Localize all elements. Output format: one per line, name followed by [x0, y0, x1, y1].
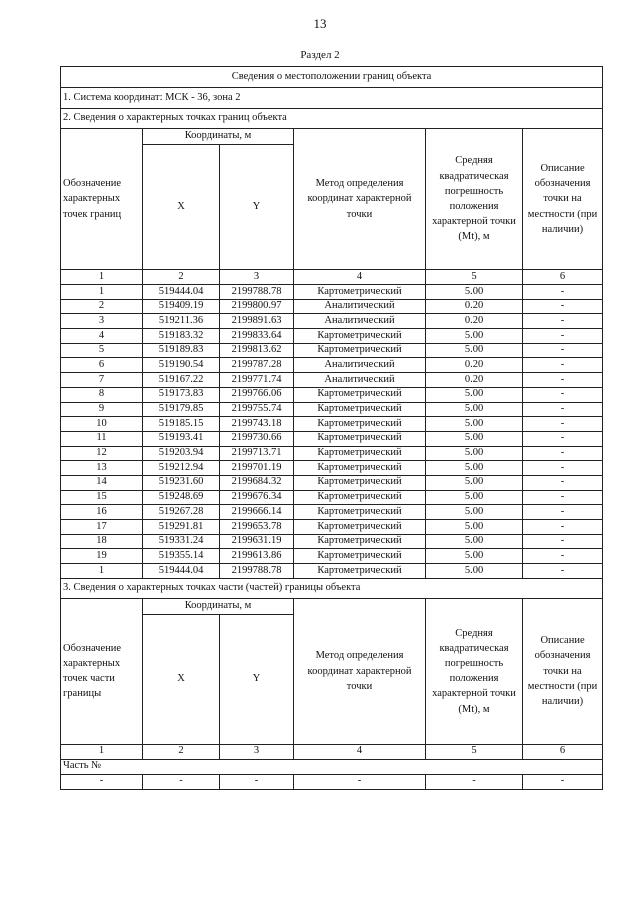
method-cell: Аналитический — [294, 314, 426, 329]
accuracy-cell: 0.20 — [426, 314, 523, 329]
accuracy-cell: 5.00 — [426, 343, 523, 358]
column-numbers-row — [61, 744, 603, 759]
table-row — [61, 402, 603, 417]
description-cell: - — [523, 285, 603, 300]
table-row — [61, 329, 603, 344]
table-row — [61, 431, 603, 446]
accuracy-cell: 5.00 — [426, 549, 523, 564]
method-cell: Картометрический — [294, 402, 426, 417]
point-number: 1 — [61, 285, 143, 300]
column-number: 2 — [143, 744, 220, 759]
y-coordinate: 2199788.78 — [220, 285, 294, 300]
accuracy-cell: 0.20 — [426, 299, 523, 314]
description-cell: - — [523, 475, 603, 490]
header-designation-part: Обозначение характерных точек части границы — [61, 598, 143, 744]
description-cell: - — [523, 358, 603, 373]
header-description: Описание обозначения точки на местности (при наличии) — [523, 129, 603, 270]
method-cell: Картометрический — [294, 549, 426, 564]
method-cell: Аналитический — [294, 299, 426, 314]
header-method: Метод определения координат характерной точки — [294, 129, 426, 270]
table-row — [61, 358, 603, 373]
description-cell: - — [523, 402, 603, 417]
section-title: Раздел 2 — [300, 49, 340, 61]
table-row — [61, 461, 603, 476]
table-row — [61, 343, 603, 358]
method-cell: Картометрический — [294, 417, 426, 432]
accuracy-cell: 5.00 — [426, 534, 523, 549]
accuracy-cell: 5.00 — [426, 402, 523, 417]
point-number: 17 — [61, 520, 143, 535]
accuracy-cell: 0.20 — [426, 373, 523, 388]
column-number: 3 — [220, 744, 294, 759]
part-empty-row — [61, 774, 603, 789]
accuracy-cell: 5.00 — [426, 475, 523, 490]
y-coordinate: 2199813.62 — [220, 343, 294, 358]
table-row — [61, 549, 603, 564]
method-cell: Картометрический — [294, 285, 426, 300]
description-cell: - — [523, 329, 603, 344]
x-coordinate: 519211.36 — [143, 314, 220, 329]
empty-cell: - — [523, 774, 603, 789]
method-cell: Картометрический — [294, 329, 426, 344]
empty-cell: - — [220, 774, 294, 789]
description-cell: - — [523, 314, 603, 329]
description-cell: - — [523, 446, 603, 461]
header-coordinates: Координаты, м — [143, 129, 294, 145]
header-y-part: Y — [220, 614, 294, 744]
method-cell: Картометрический — [294, 520, 426, 535]
y-coordinate: 2199743.18 — [220, 417, 294, 432]
description-cell: - — [523, 461, 603, 476]
method-cell: Картометрический — [294, 446, 426, 461]
point-number: 15 — [61, 490, 143, 505]
description-cell: - — [523, 417, 603, 432]
column-number: 5 — [426, 270, 523, 285]
y-coordinate: 2199666.14 — [220, 505, 294, 520]
method-cell: Аналитический — [294, 373, 426, 388]
point-number: 3 — [61, 314, 143, 329]
point-number: 18 — [61, 534, 143, 549]
header-coordinates-part: Координаты, м — [143, 598, 294, 614]
header-accuracy-part: Средняя квадратическая погрешность положения характерной точки (Mt), м — [426, 598, 523, 744]
x-coordinate: 519179.85 — [143, 402, 220, 417]
empty-cell: - — [294, 774, 426, 789]
accuracy-cell: 5.00 — [426, 285, 523, 300]
table-row — [61, 373, 603, 388]
table-row — [61, 446, 603, 461]
empty-cell: - — [143, 774, 220, 789]
point-number: 12 — [61, 446, 143, 461]
description-cell: - — [523, 564, 603, 579]
y-coordinate: 2199833.64 — [220, 329, 294, 344]
y-coordinate: 2199684.32 — [220, 475, 294, 490]
point-number: 4 — [61, 329, 143, 344]
description-cell: - — [523, 299, 603, 314]
accuracy-cell: 5.00 — [426, 329, 523, 344]
header-designation: Обозначение характерных точек границ — [61, 129, 143, 270]
point-number: 19 — [61, 549, 143, 564]
description-cell: - — [523, 490, 603, 505]
table-row — [61, 505, 603, 520]
column-number: 5 — [426, 744, 523, 759]
section3-title: 3. Сведения о характерных точках части (частей) границы объекта — [61, 578, 603, 598]
x-coordinate: 519167.22 — [143, 373, 220, 388]
method-cell: Картометрический — [294, 475, 426, 490]
column-number: 4 — [294, 744, 426, 759]
method-cell: Картометрический — [294, 387, 426, 402]
description-cell: - — [523, 387, 603, 402]
column-number: 2 — [143, 270, 220, 285]
method-cell: Картометрический — [294, 534, 426, 549]
point-number: 2 — [61, 299, 143, 314]
description-cell: - — [523, 505, 603, 520]
accuracy-cell: 5.00 — [426, 520, 523, 535]
header-x-part: X — [143, 614, 220, 744]
x-coordinate: 519355.14 — [143, 549, 220, 564]
table-row — [61, 387, 603, 402]
point-number: 9 — [61, 402, 143, 417]
description-cell: - — [523, 373, 603, 388]
x-coordinate: 519231.60 — [143, 475, 220, 490]
y-coordinate: 2199701.19 — [220, 461, 294, 476]
y-coordinate: 2199631.19 — [220, 534, 294, 549]
header-accuracy: Средняя квадратическая погрешность положения характерной точки (Mt), м — [426, 129, 523, 270]
x-coordinate: 519248.69 — [143, 490, 220, 505]
accuracy-cell: 5.00 — [426, 490, 523, 505]
method-cell: Картометрический — [294, 431, 426, 446]
coordinate-system: 1. Система координат: МСК - 36, зона 2 — [61, 88, 603, 109]
y-coordinate: 2199713.71 — [220, 446, 294, 461]
empty-cell: - — [61, 774, 143, 789]
column-number: 6 — [523, 270, 603, 285]
accuracy-cell: 0.20 — [426, 358, 523, 373]
point-number: 7 — [61, 373, 143, 388]
table-row — [61, 417, 603, 432]
point-number: 13 — [61, 461, 143, 476]
table-row — [61, 475, 603, 490]
point-number: 5 — [61, 343, 143, 358]
point-number: 16 — [61, 505, 143, 520]
method-cell: Картометрический — [294, 490, 426, 505]
table-row — [61, 285, 603, 300]
y-coordinate: 2199771.74 — [220, 373, 294, 388]
page-number: 13 — [313, 16, 327, 31]
description-cell: - — [523, 343, 603, 358]
method-cell: Картометрический — [294, 343, 426, 358]
x-coordinate: 519212.94 — [143, 461, 220, 476]
column-number: 1 — [61, 744, 143, 759]
y-coordinate: 2199653.78 — [220, 520, 294, 535]
empty-cell: - — [426, 774, 523, 789]
column-number: 3 — [220, 270, 294, 285]
table-row — [61, 520, 603, 535]
point-number: 6 — [61, 358, 143, 373]
x-coordinate: 519444.04 — [143, 285, 220, 300]
description-cell: - — [523, 520, 603, 535]
accuracy-cell: 5.00 — [426, 564, 523, 579]
description-cell: - — [523, 431, 603, 446]
x-coordinate: 519190.54 — [143, 358, 220, 373]
table-row — [61, 490, 603, 505]
method-cell: Картометрический — [294, 564, 426, 579]
x-coordinate: 519189.83 — [143, 343, 220, 358]
x-coordinate: 519267.28 — [143, 505, 220, 520]
accuracy-cell: 5.00 — [426, 417, 523, 432]
accuracy-cell: 5.00 — [426, 431, 523, 446]
table-title: Сведения о местоположении границ объекта — [61, 67, 603, 88]
y-coordinate: 2199755.74 — [220, 402, 294, 417]
y-coordinate: 2199730.66 — [220, 431, 294, 446]
x-coordinate: 519291.81 — [143, 520, 220, 535]
x-coordinate: 519203.94 — [143, 446, 220, 461]
description-cell: - — [523, 549, 603, 564]
point-number: 1 — [61, 564, 143, 579]
y-coordinate: 2199766.06 — [220, 387, 294, 402]
x-coordinate: 519409.19 — [143, 299, 220, 314]
column-number: 4 — [294, 270, 426, 285]
table-row — [61, 314, 603, 329]
column-number: 1 — [61, 270, 143, 285]
header-description-part: Описание обозначения точки на местности (при наличии) — [523, 598, 603, 744]
part-number-label: Часть № — [61, 759, 603, 774]
method-cell: Картометрический — [294, 505, 426, 520]
y-coordinate: 2199788.78 — [220, 564, 294, 579]
header-method-part: Метод определения координат характерной точки — [294, 598, 426, 744]
method-cell: Картометрический — [294, 461, 426, 476]
accuracy-cell: 5.00 — [426, 505, 523, 520]
boundary-table — [60, 66, 603, 790]
y-coordinate: 2199787.28 — [220, 358, 294, 373]
x-coordinate: 519444.04 — [143, 564, 220, 579]
x-coordinate: 519183.32 — [143, 329, 220, 344]
y-coordinate: 2199891.63 — [220, 314, 294, 329]
y-coordinate: 2199800.97 — [220, 299, 294, 314]
point-number: 14 — [61, 475, 143, 490]
header-x: X — [143, 145, 220, 270]
section2-title: 2. Сведения о характерных точках границ объекта — [61, 109, 603, 129]
method-cell: Аналитический — [294, 358, 426, 373]
description-cell: - — [523, 534, 603, 549]
y-coordinate: 2199613.86 — [220, 549, 294, 564]
x-coordinate: 519193.41 — [143, 431, 220, 446]
y-coordinate: 2199676.34 — [220, 490, 294, 505]
table-row — [61, 564, 603, 579]
table-row — [61, 534, 603, 549]
accuracy-cell: 5.00 — [426, 461, 523, 476]
column-numbers-row — [61, 270, 603, 285]
x-coordinate: 519173.83 — [143, 387, 220, 402]
accuracy-cell: 5.00 — [426, 387, 523, 402]
x-coordinate: 519185.15 — [143, 417, 220, 432]
header-y: Y — [220, 145, 294, 270]
accuracy-cell: 5.00 — [426, 446, 523, 461]
table-row — [61, 299, 603, 314]
column-number: 6 — [523, 744, 603, 759]
point-number: 11 — [61, 431, 143, 446]
point-number: 8 — [61, 387, 143, 402]
x-coordinate: 519331.24 — [143, 534, 220, 549]
point-number: 10 — [61, 417, 143, 432]
